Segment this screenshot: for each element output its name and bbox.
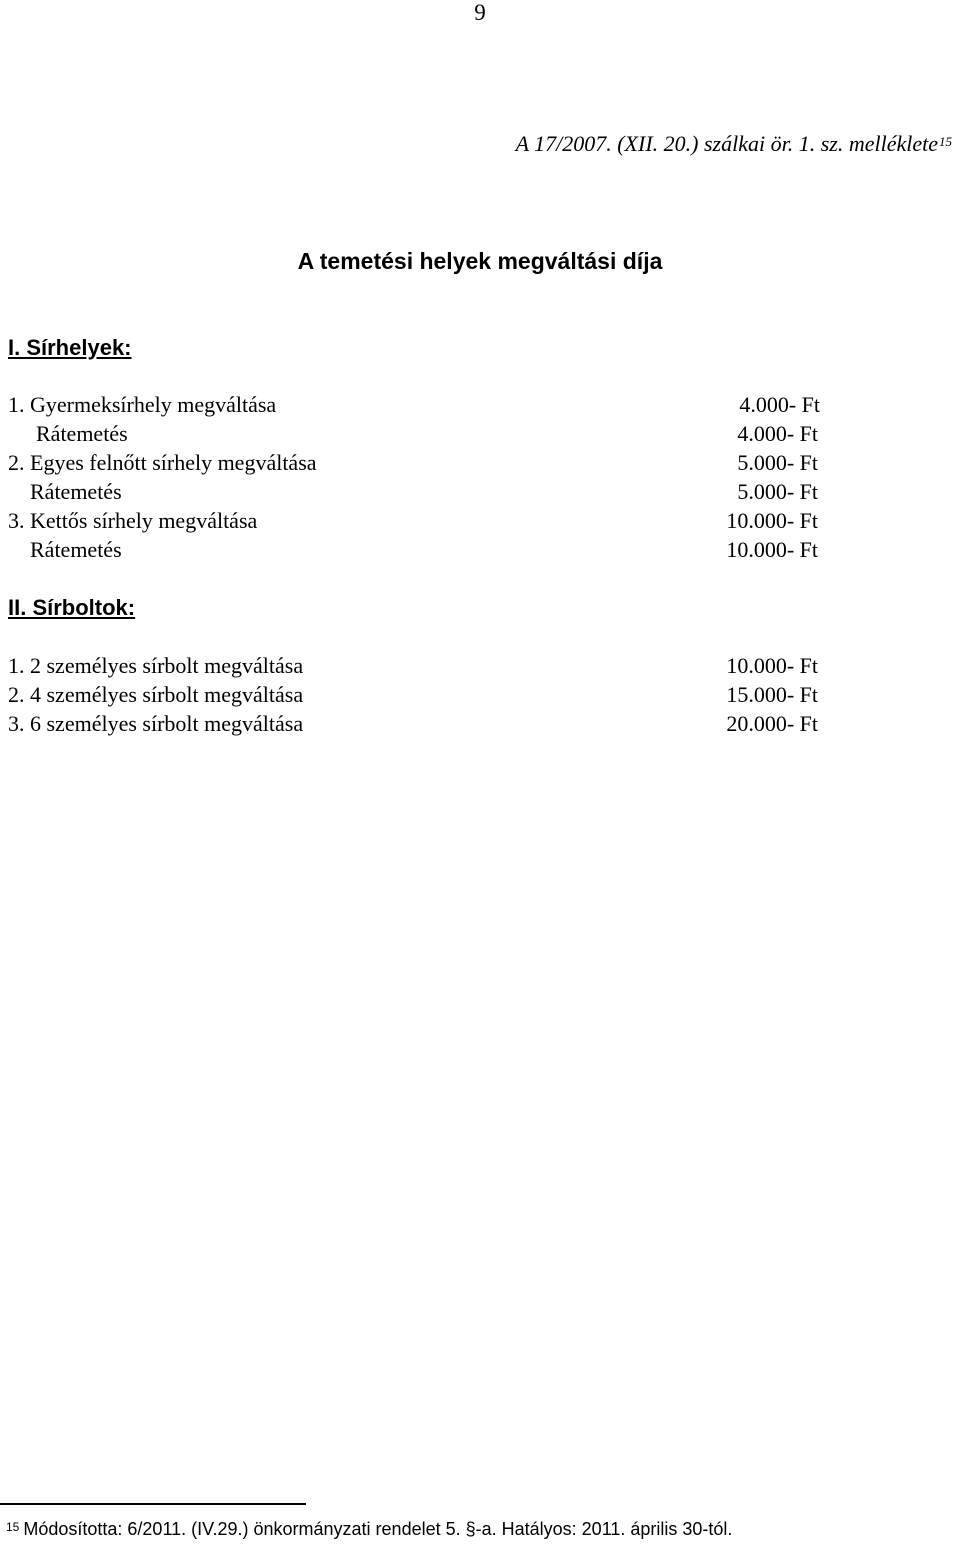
item-value: 20.000- Ft bbox=[726, 711, 818, 736]
item-label: Rátemetés bbox=[36, 421, 128, 446]
section-heading-sirhelyek: I. Sírhelyek: bbox=[8, 335, 132, 360]
footnote-separator bbox=[0, 1503, 306, 1505]
item-label: 3. Kettős sírhely megváltása bbox=[8, 508, 258, 533]
item-label: Rátemetés bbox=[30, 537, 122, 562]
item-label: 3. 6 személyes sírbolt megváltása bbox=[8, 711, 304, 736]
footnote-reference[interactable]: 15 bbox=[939, 134, 952, 149]
page-number: 9 bbox=[474, 0, 486, 25]
item-value: 5.000- Ft bbox=[737, 450, 818, 475]
annex-reference bbox=[516, 130, 952, 158]
item-label: 1. Gyermeksírhely megváltása bbox=[8, 392, 277, 417]
footnote bbox=[6, 1514, 732, 1544]
item-label: 1. 2 személyes sírbolt megváltása bbox=[8, 653, 304, 678]
item-value: 4.000- Ft bbox=[737, 421, 818, 446]
item-value: 15.000- Ft bbox=[726, 682, 818, 707]
item-value: 10.000- Ft bbox=[726, 653, 818, 678]
annex-reference-text: A 17/2007. (XII. 20.) szálkai ör. 1. sz. melléklete bbox=[515, 131, 938, 156]
item-label: Rátemetés bbox=[30, 479, 122, 504]
document-title: A temetési helyek megváltási díja bbox=[297, 248, 663, 274]
section-heading-sirboltok: II. Sírboltok: bbox=[8, 595, 136, 620]
item-value: 10.000- Ft bbox=[726, 508, 818, 533]
item-label: 2. Egyes felnőtt sírhely megváltása bbox=[8, 450, 317, 475]
item-label: 2. 4 személyes sírbolt megváltása bbox=[8, 682, 304, 707]
item-value: 5.000- Ft bbox=[737, 479, 818, 504]
footnote-text: Módosította: 6/2011. (IV.29.) önkormányzati rendelet 5. §-a. Hatályos: 2011. április 30-tól. bbox=[23, 1519, 733, 1539]
item-value: 10.000- Ft bbox=[726, 537, 818, 562]
item-value: 4.000- Ft bbox=[739, 392, 820, 417]
footnote-number: 15 bbox=[6, 1520, 20, 1534]
